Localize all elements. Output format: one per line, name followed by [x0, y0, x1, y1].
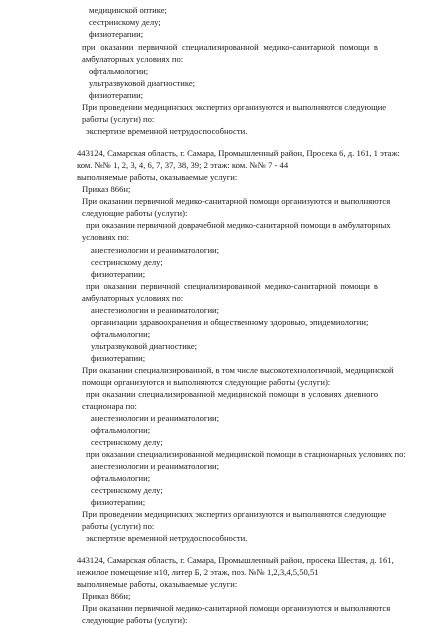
document-line: нежилое помещение н10, литер Б, 2 этаж, поз. №№ 1,2,3,4,5,50,51: [77, 567, 319, 577]
document-line: при оказании специализированной медицинской помощи в условиях дневного: [86, 389, 378, 399]
document-line: условиях по:: [82, 232, 130, 242]
document-line: выполняемые работы, оказываемые услуги:: [77, 579, 238, 589]
document-line: сестринскому делу;: [91, 257, 163, 267]
document-line: Приказ 866н;: [82, 591, 131, 601]
document-line: При проведении медицинских экспертиз организуются и выполняются следующие: [82, 102, 387, 112]
document-line: При оказании специализированной, в том числе высокотехнологичной, медицинской: [82, 365, 394, 375]
document-line: ультразвуковой диагностике;: [89, 78, 196, 88]
document-line: При оказании первичной медико-санитарной помощи организуются и выполняются: [82, 603, 391, 613]
document-line: следующие работы (услуги):: [82, 615, 188, 625]
document-line: сестринскому делу;: [91, 437, 163, 447]
document-line: амбулаторных условиях по:: [82, 293, 184, 303]
document-line: при оказании специализированной медицинской помощи в стационарных условиях по:: [86, 449, 406, 459]
document-line: офтальмологии;: [89, 66, 149, 76]
document-line: организации здравоохранения и общественному здоровью, эпидемиологии;: [91, 317, 369, 327]
document-line: физиотерапии;: [91, 497, 146, 507]
document-line: анестезиологии и реаниматологии;: [91, 245, 220, 255]
document-line: анестезиологии и реаниматологии;: [91, 413, 220, 423]
document-line: офтальмологии;: [91, 329, 151, 339]
document-line: следующие работы (услуги):: [82, 208, 188, 218]
document-line: 443124, Самарская область, г. Самара, Промышленный район, просека Шестая, д. 161,: [77, 555, 394, 565]
document-line: медицинской оптике;: [89, 5, 167, 15]
document-line: при оказании первичной специализированной медико-санитарной помощи в: [86, 281, 378, 291]
document-line: ком. №№ 1, 2, 3, 4, 6, 7, 37, 38, 39; 2 этаж: ком. №№ 7 - 44: [77, 160, 289, 170]
document-line: Приказ 866н;: [82, 184, 131, 194]
document-line: При оказании первичной медико-санитарной помощи организуются и выполняются: [82, 196, 391, 206]
document-line: работы (услуги) по:: [82, 521, 155, 531]
document-line: амбулаторных условиях по:: [82, 54, 184, 64]
document-line: физиотерапии;: [91, 353, 146, 363]
document-line: 443124, Самарская область, г. Самара, Промышленный район, Просека 6, д. 161, 1 этаж:: [77, 148, 400, 158]
document-line: ультразвуковой диагностике;: [91, 341, 198, 351]
document-line: физиотерапии;: [91, 269, 146, 279]
document-line: сестринскому делу;: [91, 485, 163, 495]
document-line: помощи организуются и выполняются следующие работы (услуги):: [82, 377, 331, 387]
document-line: выполняемые работы, оказываемые услуги:: [77, 172, 238, 182]
document-line: стационара по:: [82, 401, 137, 411]
document-line: анестезиологии и реаниматологии;: [91, 305, 220, 315]
document-line: офтальмологии;: [91, 473, 151, 483]
document-line: при оказании первичной специализированной медико-санитарной помощи в: [82, 42, 378, 52]
document-line: офтальмологии;: [91, 425, 151, 435]
document-line: работы (услуги) по:: [82, 114, 155, 124]
document-line: физиотерапии;: [89, 29, 144, 39]
document-line: при оказании первичной доврачебной медико-санитарной помощи в амбулаторных: [86, 220, 391, 230]
document-line: сестринскому делу;: [89, 17, 161, 27]
document-line: анестезиологии и реаниматологии;: [91, 461, 220, 471]
document-line: физиотерапии;: [89, 90, 144, 100]
document-line: экспертизе временной нетрудоспособности.: [86, 126, 248, 136]
document-line: экспертизе временной нетрудоспособности.: [86, 533, 248, 543]
document-line: При проведении медицинских экспертиз организуются и выполняются следующие: [82, 509, 387, 519]
